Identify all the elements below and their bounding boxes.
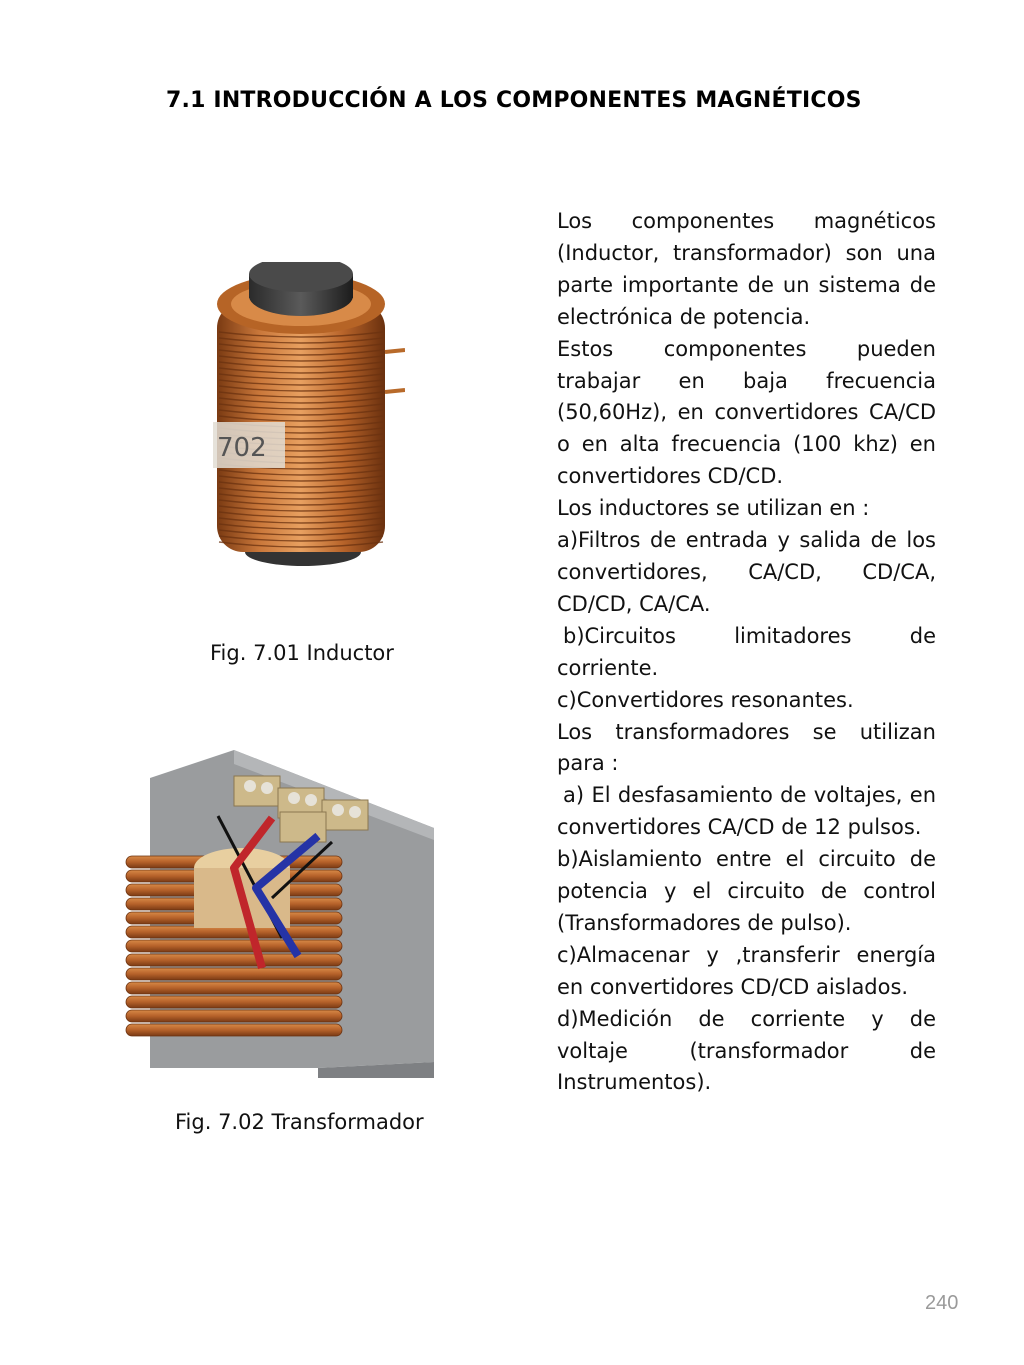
list-item: b)Circuitos limitadores de corriente. xyxy=(557,623,936,680)
paragraph: Los componentes magnéticos (Inductor, transformador) son una parte importante de un sistema de electrónica de potencia. xyxy=(557,209,936,329)
paragraph: Los inductores se utilizan en : xyxy=(557,496,870,521)
page-title: 7.1 INTRODUCCIÓN A LOS COMPONENTES MAGNÉTICOS xyxy=(166,88,862,113)
list-item: c)Almacenar y ,transferir energía en convertidores CD/CD aislados. xyxy=(557,942,936,999)
list-item: b)Aislamiento entre el circuito de potencia y el circuito de control (Transformadores de pulso). xyxy=(557,847,936,935)
paragraph: Los transformadores se utilizan para : xyxy=(557,719,936,776)
list-item: c)Convertidores resonantes. xyxy=(557,687,854,712)
list-item: a) El desfasamiento de voltajes, en convertidores CA/CD de 12 pulsos. xyxy=(557,783,936,840)
inductor-image xyxy=(205,262,405,567)
figure-caption-transformer: Fig. 7.02 Transformador xyxy=(175,1110,424,1134)
page-number: 240 xyxy=(925,1292,959,1314)
list-item: a)Filtros de entrada y salida de los convertidores, CA/CD, CD/CA, CD/CD, CA/CA. xyxy=(557,528,936,616)
list-item: d)Medición de corriente y de voltaje (transformador de Instrumentos). xyxy=(557,1006,936,1095)
figure-caption-inductor: Fig. 7.01 Inductor xyxy=(210,641,394,665)
transformer-image xyxy=(122,748,454,1078)
paragraph: Estos componentes pueden trabajar en baja frecuencia (50,60Hz), en convertidores CA/CD o en alta frecuencia (100 khz) en convertidores CD/CD. xyxy=(557,336,936,489)
coil-label: 702 xyxy=(217,433,267,463)
body-text xyxy=(557,206,936,1099)
